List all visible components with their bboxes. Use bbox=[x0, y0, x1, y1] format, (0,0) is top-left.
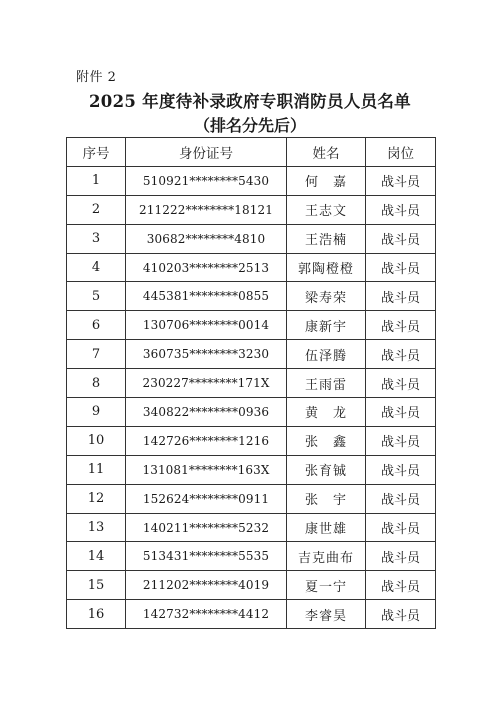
row-number-cell: 6 bbox=[67, 311, 126, 340]
attachment-label: 附件 2 bbox=[76, 70, 117, 85]
row-number-cell: 14 bbox=[67, 542, 126, 571]
id-number-cell: 30682********4810 bbox=[126, 224, 287, 253]
row-number-cell: 2 bbox=[67, 195, 126, 224]
roster-table-body bbox=[67, 166, 436, 628]
table-header-row bbox=[67, 138, 436, 167]
table-row bbox=[67, 195, 436, 224]
position-cell: 战斗员 bbox=[366, 166, 436, 195]
name-cell: 康新宇 bbox=[287, 311, 366, 340]
name-cell: 梁寿荣 bbox=[287, 282, 366, 311]
position-cell: 战斗员 bbox=[366, 571, 436, 600]
name-cell: 郭陶橙橙 bbox=[287, 253, 366, 282]
row-number-cell: 12 bbox=[67, 484, 126, 513]
table-row bbox=[67, 542, 436, 571]
name-cell: 吉克曲布 bbox=[287, 542, 366, 571]
name-cell: 张育铖 bbox=[287, 455, 366, 484]
document-title: 2025 年度待补录政府专职消防员人员名单 bbox=[89, 92, 411, 111]
id-number-cell: 142726********1216 bbox=[126, 426, 287, 455]
id-number-cell: 340822********0936 bbox=[126, 398, 287, 427]
name-cell: 伍泽腾 bbox=[287, 340, 366, 369]
table-row bbox=[67, 398, 436, 427]
name-cell: 何 嘉 bbox=[287, 166, 366, 195]
id-number-cell: 140211********5232 bbox=[126, 513, 287, 542]
header-position: 岗位 bbox=[366, 138, 436, 167]
id-number-cell: 445381********0855 bbox=[126, 282, 287, 311]
id-number-cell: 211202********4019 bbox=[126, 571, 287, 600]
header-id-number: 身份证号 bbox=[126, 138, 287, 167]
position-cell: 战斗员 bbox=[366, 455, 436, 484]
position-cell: 战斗员 bbox=[366, 369, 436, 398]
id-number-cell: 131081********163X bbox=[126, 455, 287, 484]
position-cell: 战斗员 bbox=[366, 484, 436, 513]
id-number-cell: 211222********18121 bbox=[126, 195, 287, 224]
name-cell: 张 鑫 bbox=[287, 426, 366, 455]
id-number-cell: 130706********0014 bbox=[126, 311, 287, 340]
name-cell: 王志文 bbox=[287, 195, 366, 224]
position-cell: 战斗员 bbox=[366, 600, 436, 629]
position-cell: 战斗员 bbox=[366, 282, 436, 311]
id-number-cell: 142732********4412 bbox=[126, 600, 287, 629]
id-number-cell: 152624********0911 bbox=[126, 484, 287, 513]
position-cell: 战斗员 bbox=[366, 340, 436, 369]
table-row bbox=[67, 426, 436, 455]
table-row bbox=[67, 253, 436, 282]
row-number-cell: 4 bbox=[67, 253, 126, 282]
row-number-cell: 16 bbox=[67, 600, 126, 629]
position-cell: 战斗员 bbox=[366, 426, 436, 455]
position-cell: 战斗员 bbox=[366, 542, 436, 571]
name-cell: 夏一宁 bbox=[287, 571, 366, 600]
row-number-cell: 13 bbox=[67, 513, 126, 542]
table-row bbox=[67, 455, 436, 484]
row-number-cell: 10 bbox=[67, 426, 126, 455]
row-number-cell: 8 bbox=[67, 369, 126, 398]
table-row bbox=[67, 224, 436, 253]
table-row bbox=[67, 282, 436, 311]
position-cell: 战斗员 bbox=[366, 224, 436, 253]
table-row bbox=[67, 369, 436, 398]
table-row bbox=[67, 311, 436, 340]
id-number-cell: 510921********5430 bbox=[126, 166, 287, 195]
table-row bbox=[67, 340, 436, 369]
header-number: 序号 bbox=[67, 138, 126, 167]
name-cell: 黄 龙 bbox=[287, 398, 366, 427]
position-cell: 战斗员 bbox=[366, 513, 436, 542]
id-number-cell: 230227********171X bbox=[126, 369, 287, 398]
table-row bbox=[67, 571, 436, 600]
row-number-cell: 7 bbox=[67, 340, 126, 369]
table-row bbox=[67, 513, 436, 542]
table-row bbox=[67, 600, 436, 629]
row-number-cell: 11 bbox=[67, 455, 126, 484]
name-cell: 张 宇 bbox=[287, 484, 366, 513]
name-cell: 王浩楠 bbox=[287, 224, 366, 253]
row-number-cell: 3 bbox=[67, 224, 126, 253]
position-cell: 战斗员 bbox=[366, 195, 436, 224]
position-cell: 战斗员 bbox=[366, 253, 436, 282]
roster-table bbox=[66, 137, 436, 629]
name-cell: 康世雄 bbox=[287, 513, 366, 542]
id-number-cell: 360735********3230 bbox=[126, 340, 287, 369]
row-number-cell: 1 bbox=[67, 166, 126, 195]
row-number-cell: 5 bbox=[67, 282, 126, 311]
table-row bbox=[67, 166, 436, 195]
position-cell: 战斗员 bbox=[366, 311, 436, 340]
id-number-cell: 410203********2513 bbox=[126, 253, 287, 282]
id-number-cell: 513431********5535 bbox=[126, 542, 287, 571]
header-name: 姓名 bbox=[287, 138, 366, 167]
table-row bbox=[67, 484, 436, 513]
row-number-cell: 15 bbox=[67, 571, 126, 600]
position-cell: 战斗员 bbox=[366, 398, 436, 427]
document-subtitle: （排名分先后） bbox=[193, 116, 306, 135]
name-cell: 王雨雷 bbox=[287, 369, 366, 398]
name-cell: 李睿昊 bbox=[287, 600, 366, 629]
row-number-cell: 9 bbox=[67, 398, 126, 427]
